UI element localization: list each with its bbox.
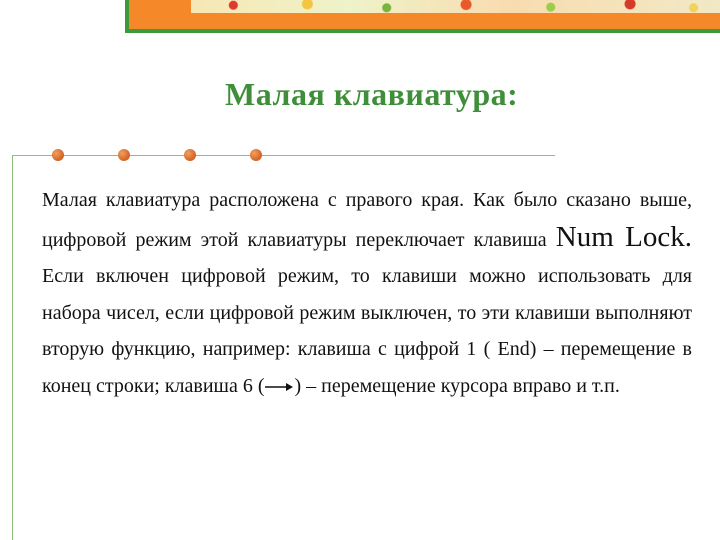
body-text-part3: ) – перемещение курсора вправо и т.п. (294, 374, 620, 397)
body-text-part1: Малая клавиатура расположена с правого края. Как было сказано выше, цифровой режим этой клавиатуры переключает клавиша (42, 189, 692, 251)
decorative-dot (52, 149, 64, 161)
banner-fruit-image (191, 0, 720, 13)
key-name-num-lock: Num Lock. (555, 220, 693, 253)
right-arrow-icon (264, 381, 294, 393)
body-text-part2: Если включен цифровой режим, то клавиши можно использовать для набора чисел, если цифровой режим выключен, то эти клавиши выполняют вторую функцию, например: клавиша с цифрой 1 ( End) – перемещение в конец строки; клавиша 6 ( (42, 265, 692, 397)
slide-body (42, 182, 692, 404)
horizontal-divider (12, 155, 555, 156)
decorative-dot (118, 149, 130, 161)
banner-green-band (125, 29, 720, 33)
decorative-dot (184, 149, 196, 161)
decorative-dot (250, 149, 262, 161)
vertical-divider (12, 155, 13, 540)
header-banner (125, 0, 720, 33)
slide-title: Малая клавиатура: (225, 76, 519, 112)
